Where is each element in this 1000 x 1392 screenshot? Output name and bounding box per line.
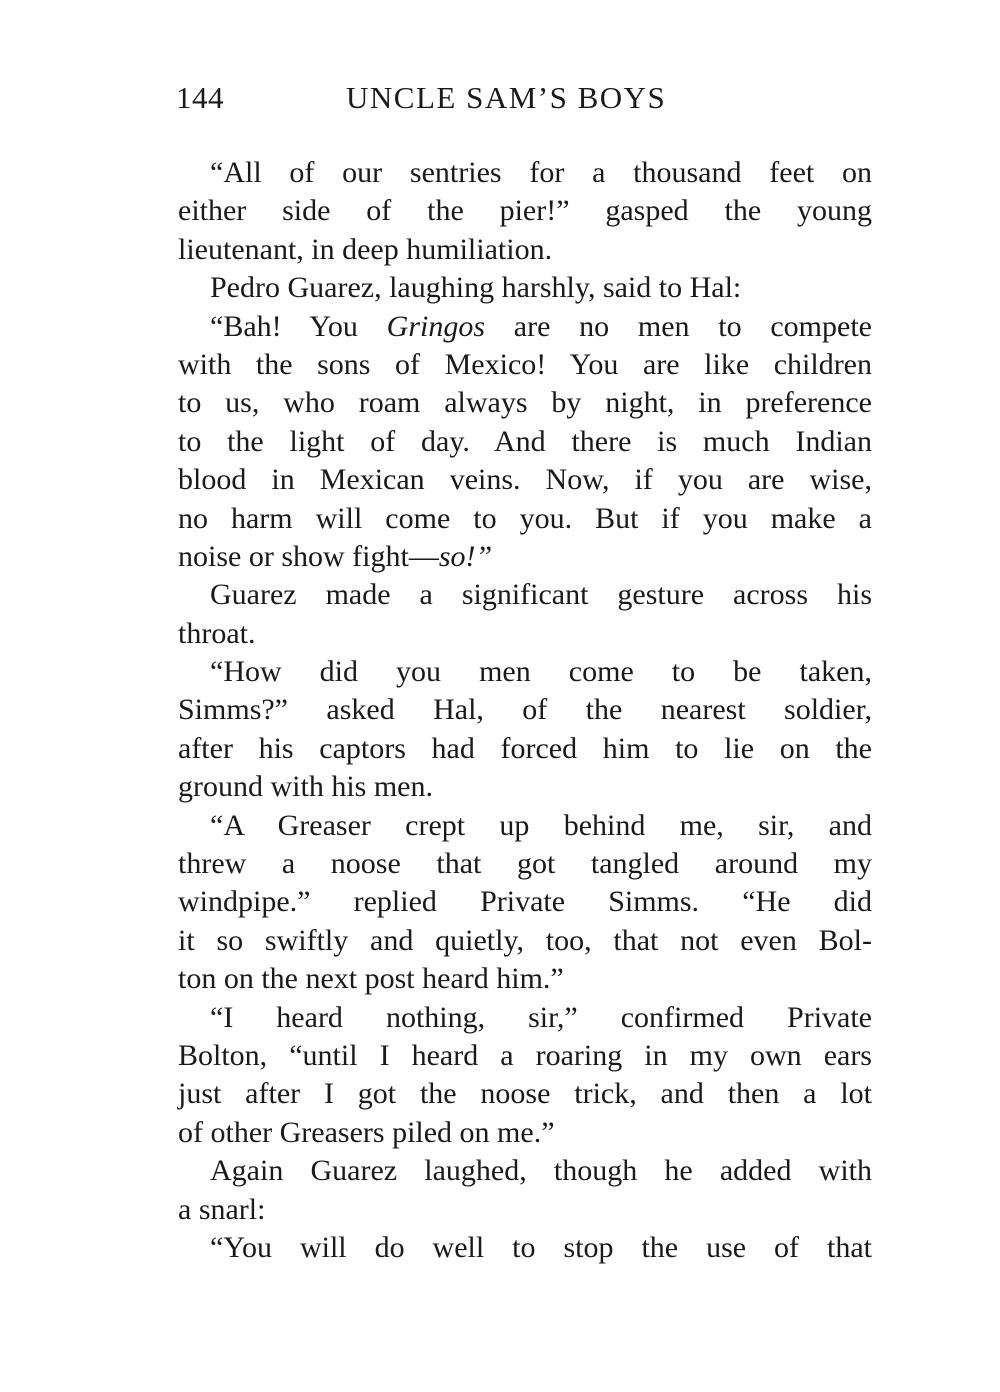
text-line: either side of the pier!” gasped the young (178, 194, 872, 228)
text-line: no harm will come to you. But if you make a (178, 501, 872, 535)
text-line: “All of our sentries for a thousand feet on (210, 156, 872, 189)
text-line: threw a noose that got tangled around my (178, 847, 872, 881)
text-line: with the sons of Mexico! You are like children (178, 347, 872, 381)
text-line: Again Guarez laughed, though he added with (210, 1154, 872, 1188)
text-line: “A Greaser crept up behind me, sir, and (210, 808, 872, 842)
text-line: just after I got the noose trick, and then a lot (178, 1077, 872, 1111)
text-line: “You will do well to stop the use of that (210, 1230, 872, 1264)
italic-word: Gringos (386, 309, 486, 343)
text-line: ground with his men. (178, 770, 433, 804)
text-line: Bolton, “until I heard a roaring in my own ears (178, 1038, 872, 1072)
text-run: noise or show fight— (178, 539, 439, 573)
text-line: Pedro Guarez, laughing harshly, said to Hal: (210, 271, 742, 305)
text-line: throat. (178, 616, 256, 650)
text-line: “How did you men come to be taken, (210, 655, 872, 689)
text-line: of other Greasers piled on me.” (178, 1115, 555, 1149)
text-line: blood in Mexican veins. Now, if you are wise, (178, 463, 872, 497)
text-line: after his captors had forced him to lie on the (178, 731, 872, 765)
text-line: Guarez made a significant gesture across his (210, 578, 872, 612)
text-run: “Bah! You (210, 309, 387, 343)
text-line: “I heard nothing, sir,” confirmed Private (210, 1000, 872, 1034)
text-line: to us, who roam always by night, in preference (178, 386, 872, 420)
text-line (178, 538, 872, 576)
page-number: 144 (176, 80, 224, 115)
text-line: lieutenant, in deep humiliation. (178, 232, 553, 266)
text-line: a snarl: (178, 1192, 266, 1226)
text-line: to the light of day. And there is much Indian (178, 424, 872, 458)
running-title: UNCLE SAM’S BOYS (346, 80, 667, 115)
body-text (178, 154, 872, 1267)
text-line: windpipe.” replied Private Simms. “He did (178, 885, 872, 919)
text-line (178, 308, 872, 346)
text-line: Simms?” asked Hal, of the nearest soldier, (178, 693, 872, 727)
text-line: ton on the next post heard him.” (178, 962, 564, 996)
italic-word: so!” (438, 539, 493, 573)
text-run: are no men to compete (485, 309, 872, 343)
running-head (176, 78, 876, 118)
text-line: it so swiftly and quietly, too, that not even Bol- (178, 923, 872, 957)
